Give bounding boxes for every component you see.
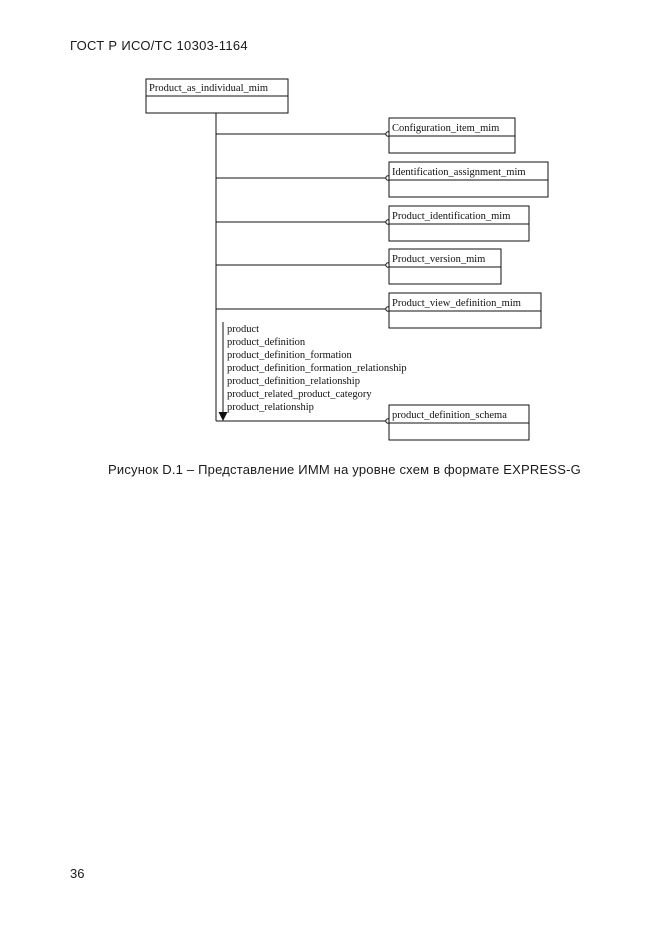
schema-box-configuration-item — [216, 118, 515, 153]
schema-label: Configuration_item_mim — [392, 123, 500, 134]
schema-label: Product_version_mim — [392, 254, 486, 265]
schema-label-root: Product_as_individual_mim — [149, 83, 268, 94]
schema-label: Product_identification_mim — [392, 211, 511, 222]
arrow-head-icon — [219, 412, 228, 421]
schema-box-identification-assignment — [216, 162, 548, 197]
document-header: ГОСТ Р ИСО/ТС 10303-1164 — [70, 38, 248, 53]
reference-item: product — [227, 324, 260, 335]
reference-list — [227, 324, 407, 413]
schema-label: product_definition_schema — [392, 410, 507, 421]
reference-item: product_definition_relationship — [227, 376, 360, 387]
reference-item: product_definition_formation_relationship — [227, 363, 407, 374]
schema-box-product-identification — [216, 206, 529, 241]
schema-label: Identification_assignment_mim — [392, 167, 526, 178]
reference-item: product_definition — [227, 337, 306, 348]
schema-box-root — [146, 79, 288, 113]
schema-box-product-version — [216, 249, 501, 284]
reference-item: product_definition_formation — [227, 350, 352, 361]
figure-caption: Рисунок D.1 – Представление ИММ на уровне схем в формате EXPRESS-G — [108, 462, 581, 477]
schema-label: Product_view_definition_mim — [392, 298, 521, 309]
reference-item: product_related_product_category — [227, 389, 372, 400]
page-number: 36 — [70, 866, 85, 881]
reference-item: product_relationship — [227, 402, 314, 413]
schema-box-product-view-definition — [216, 293, 541, 328]
